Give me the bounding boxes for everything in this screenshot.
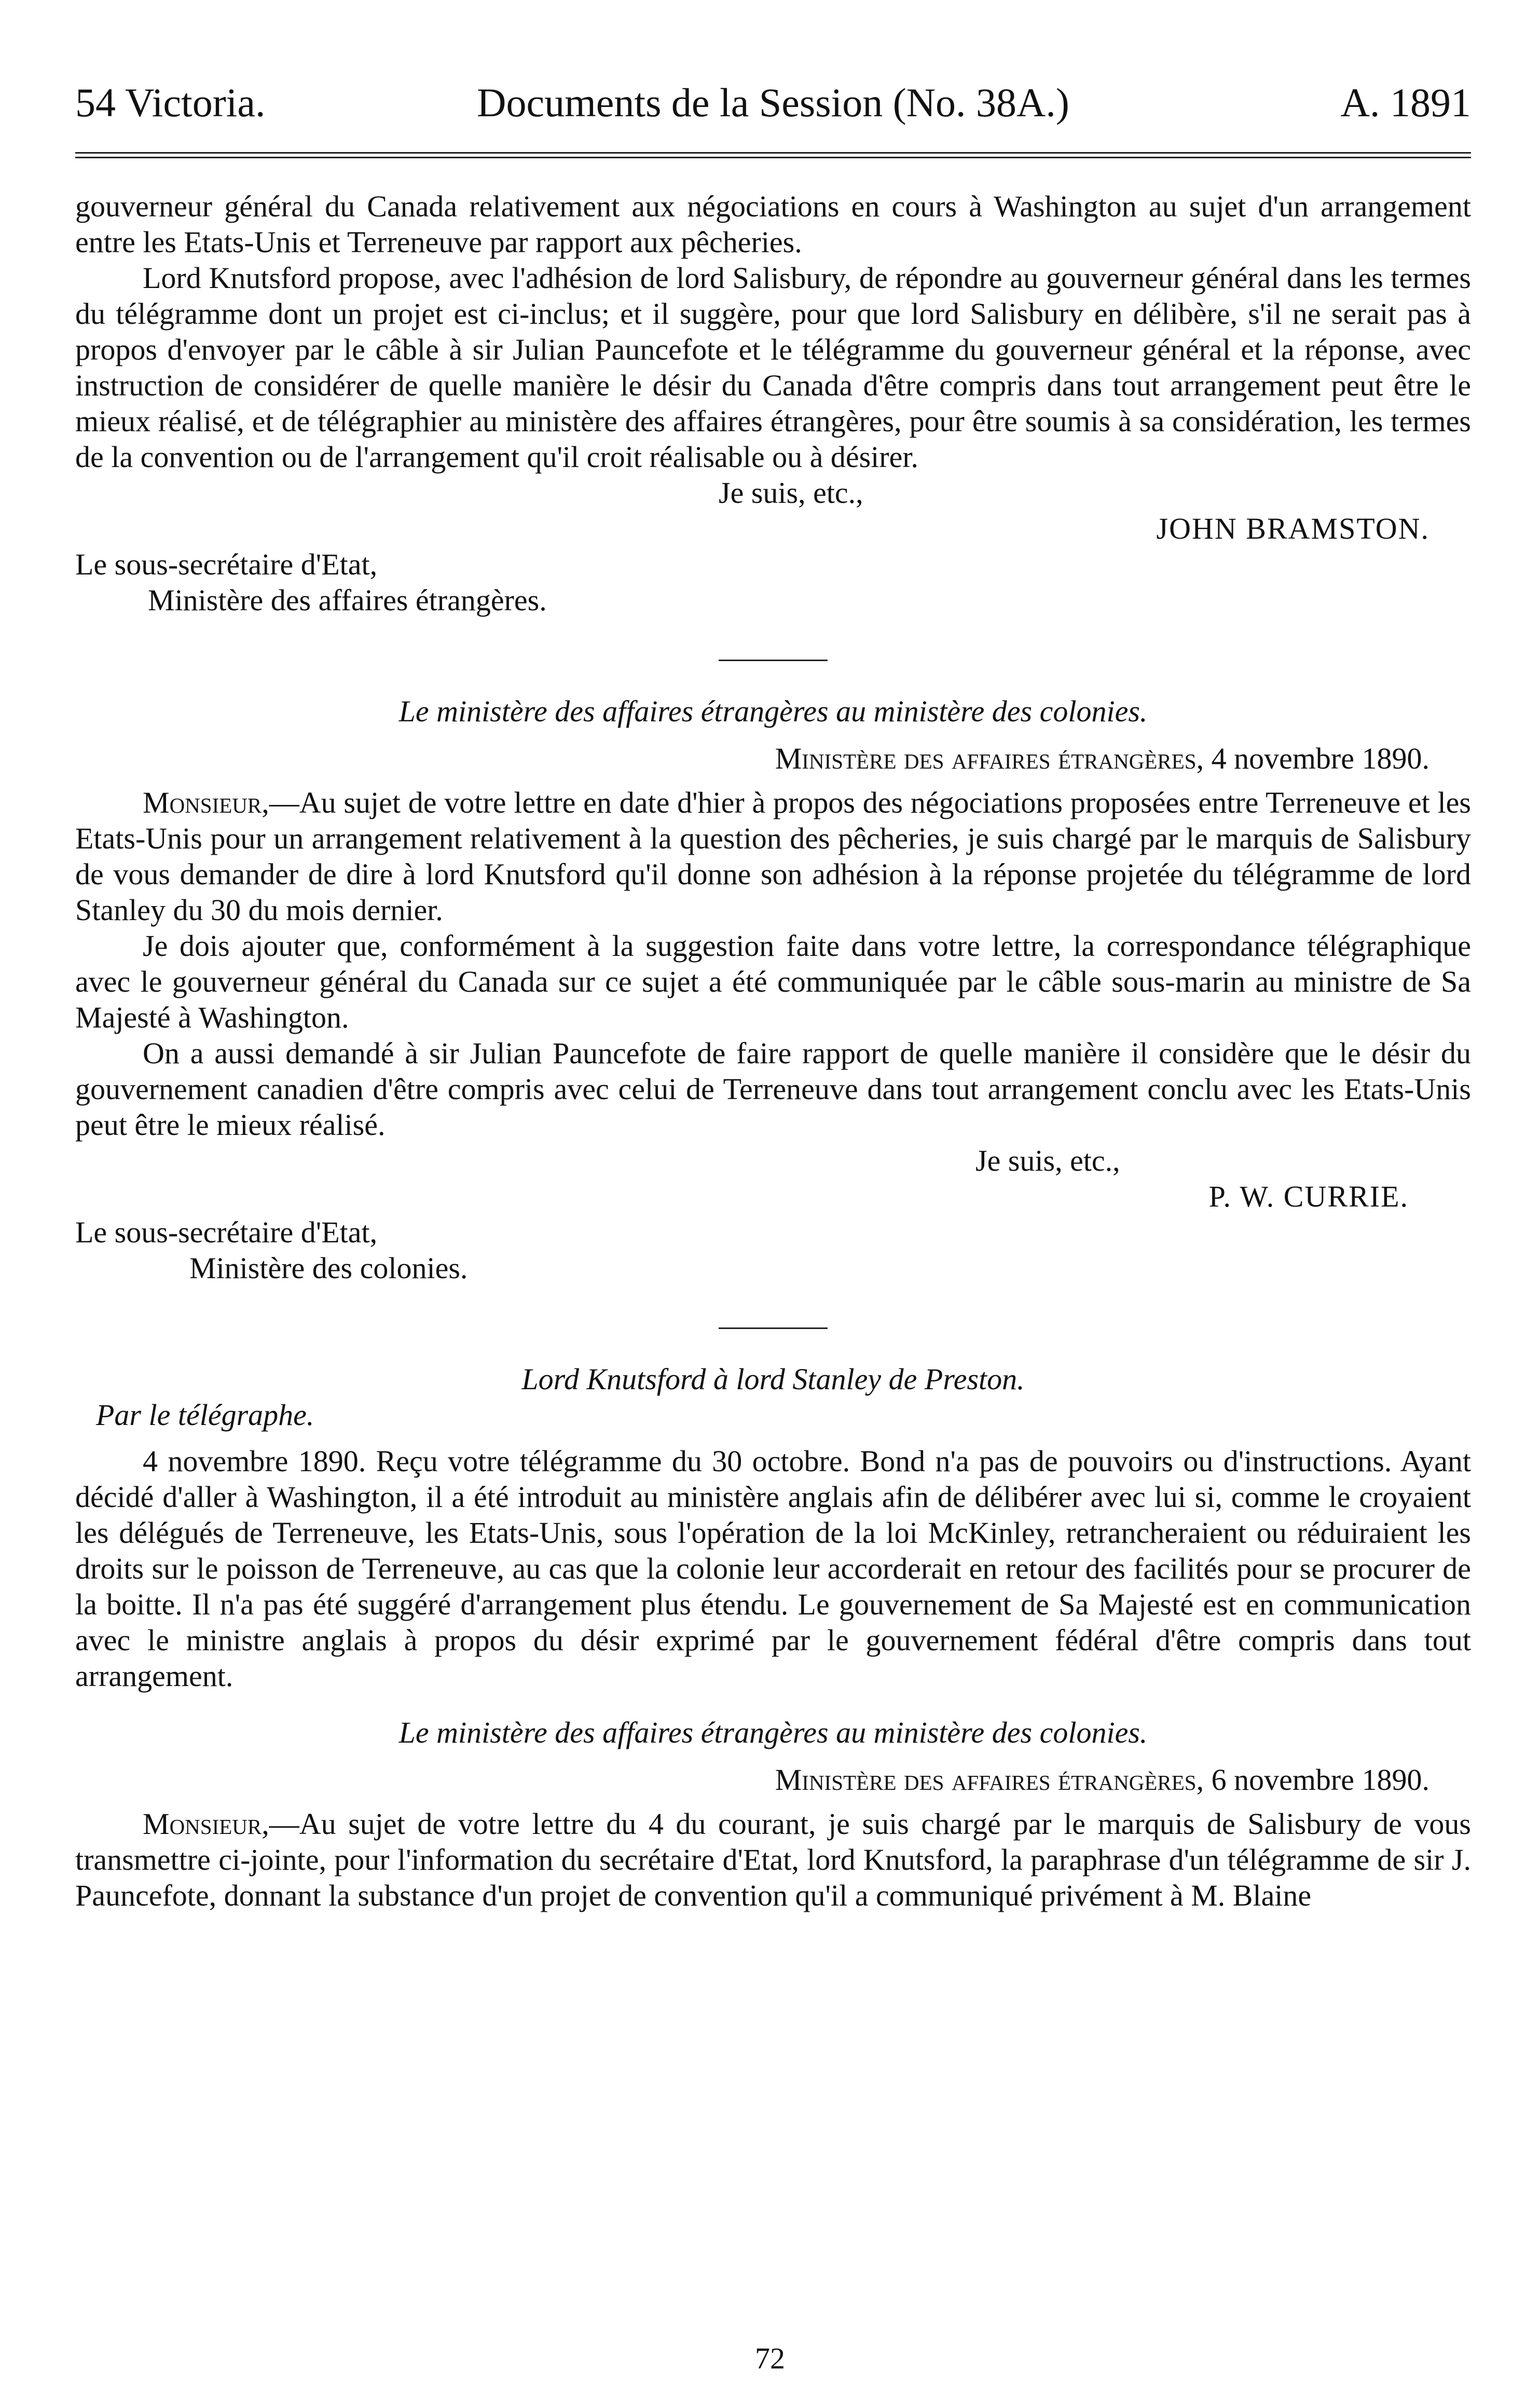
paragraph: 4 novembre 1890. Reçu votre télégramme du 30 octobre. Bond n'a pas de pouvoirs ou d'instructions. Ayant décidé d'aller à Washington, il a été introduit au ministère anglais afin de délibérer avec lui si, comme le croyaient les délégués de Terreneuve, les Etats-Unis, sous l'opération de la loi McKinley, retrancheraient ou réduiraient les droits sur le poisson de Terreneuve, au cas que la colonie leur accorderait en retour des facilités pour se procurer de la boitte. Il n'a pas été suggéré d'arrangement plus étendu. Le gouvernement de Sa Majesté est en communication avec le ministre anglais à propos du désir exprimé par le gouvernement fédéral d'être compris dans tout arrangement. <box>75 1444 1471 1693</box>
paragraph: Lord Knutsford propose, avec l'adhésion de lord Salisbury, de répondre au gouverneur général dans les termes du télégramme dont un projet est ci-inclus; et il suggère, pour que lord Salisbury en délibère, s'il ne serait pas à propos d'envoyer par le câble à sir Julian Pauncefote et le télégramme du gouverneur général et la réponse, avec instruction de considérer de quelle manière le désir du Canada d'être compris dans tout arrangement peut être le mieux réalisé, et de télégraphier au ministère des affaires étrangères, pour être soumis à sa considération, les termes de la convention ou de l'arrangement qu'il croit réalisable ou à désirer. <box>75 261 1471 474</box>
paragraph <box>75 1806 1471 1913</box>
dateline-date: 4 novembre 1890. <box>1211 742 1429 775</box>
letter-heading: Le ministère des affaires étrangères au ministère des colonies. <box>398 1716 1148 1749</box>
signature: JOHN BRAMSTON. <box>1156 512 1429 545</box>
paragraph-text: —Au sujet de votre lettre du 4 du courant, je suis chargé par le marquis de Salisbury de vous transmettre ci-jointe, pour l'information du secrétaire d'Etat, lord Knutsford, la paraphrase d'un télégramme de sir J. Pauncefote, donnant la substance d'un projet de convention qu'il a communiqué privément à M. Blaine <box>75 1807 1471 1912</box>
letter-knutsford-telegram <box>75 1361 1471 1694</box>
dateline <box>75 1762 1471 1798</box>
paragraph <box>75 785 1471 928</box>
letter-heading: Lord Knutsford à lord Stanley de Preston. <box>521 1362 1025 1396</box>
addressee-line: Ministère des colonies. <box>189 1251 468 1285</box>
closing-formula: Je suis, etc., <box>975 1144 1120 1177</box>
document-page <box>75 78 1471 1913</box>
letter-currie <box>75 693 1471 1286</box>
letter-heading: Le ministère des affaires étrangères au ministère des colonies. <box>398 694 1148 728</box>
transmission-note: Par le télégraphe. <box>96 1398 314 1432</box>
section-divider <box>719 660 828 661</box>
header-double-rule <box>75 152 1471 158</box>
addressee-line: Le sous-secrétaire d'Etat, <box>75 547 378 581</box>
paragraph-text: —Au sujet de votre lettre en date d'hier à propos des négociations proposées entre Terreneuve et les Etats-Unis pour un arrangement relativement à la question des pêcheries, je suis chargé par le marquis de Salisbury de vous demander de dire à lord Knutsford qu'il donne son adhésion à la réponse projetée du télégramme de lord Stanley du 30 du mois dernier. <box>75 786 1471 927</box>
header-year: A. 1891 <box>1340 80 1471 125</box>
letter-foreign-office-nov6 <box>75 1715 1471 1913</box>
addressee-line: Ministère des affaires étrangères. <box>148 583 547 617</box>
header-volume: 54 Victoria. <box>75 80 266 125</box>
addressee-line: Le sous-secrétaire d'Etat, <box>75 1215 378 1249</box>
closing-formula: Je suis, etc., <box>719 476 863 510</box>
paragraph: Je dois ajouter que, conformément à la suggestion faite dans votre lettre, la correspondance télégraphique avec le gouverneur général du Canada sur ce sujet a été communiquée par le câble sous-marin au ministre de Sa Majesté à Washington. <box>75 929 1471 1034</box>
salutation: Monsieur, <box>143 1807 269 1841</box>
signature: P. W. CURRIE. <box>1208 1180 1409 1213</box>
salutation: Monsieur, <box>143 786 269 819</box>
dateline-place: Ministère des affaires étrangères, <box>775 742 1204 775</box>
header-title: Documents de la Session (No. 38A.) <box>477 80 1069 125</box>
page-number: 72 <box>755 2341 785 2375</box>
section-divider <box>719 1327 828 1329</box>
letter-bramston <box>75 188 1471 618</box>
paragraph: On a aussi demandé à sir Julian Pauncefote de faire rapport de quelle manière il considère que le désir du gouvernement canadien d'être compris avec celui de Terreneuve dans tout arrangement conclu avec les Etats-Unis peut être le mieux réalisé. <box>75 1036 1471 1142</box>
dateline-date: 6 novembre 1890. <box>1211 1763 1429 1797</box>
running-header <box>75 78 1471 127</box>
dateline-place: Ministère des affaires étrangères, <box>775 1763 1204 1797</box>
dateline <box>75 741 1471 776</box>
paragraph: gouverneur général du Canada relativement aux négociations en cours à Washington au sujet d'un arrangement entre les Etats-Unis et Terreneuve par rapport aux pêcheries. <box>75 189 1471 259</box>
